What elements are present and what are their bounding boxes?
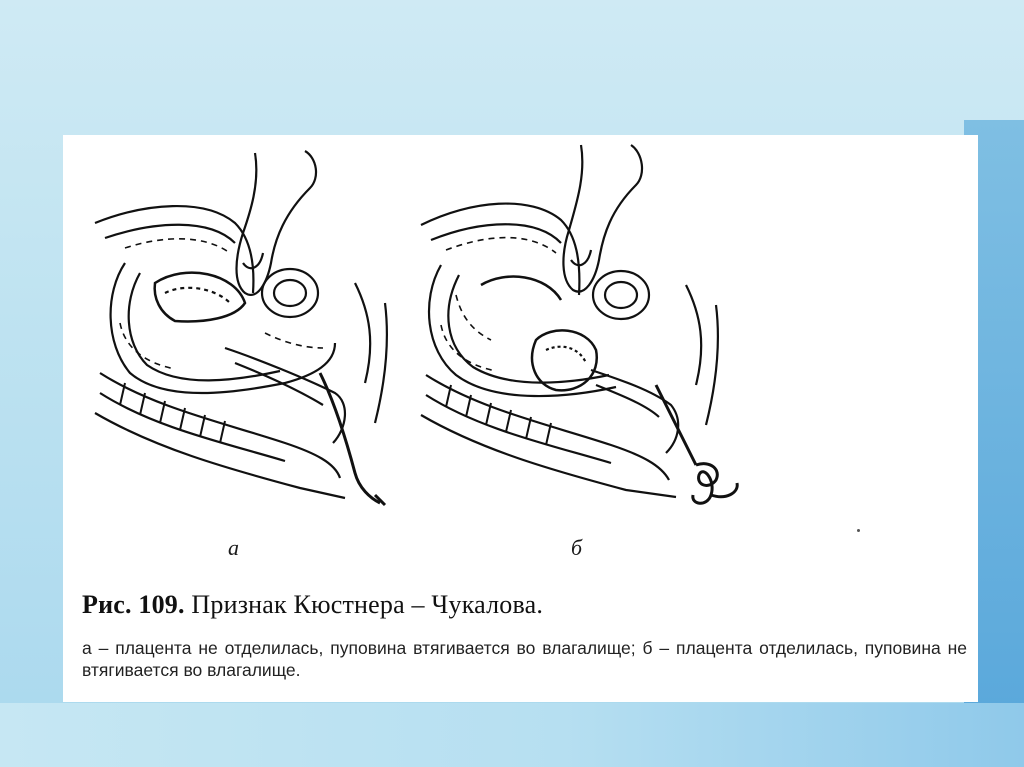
figure-title <box>82 590 543 620</box>
figure-title-text: Признак Кюстнера – Чукалова. <box>191 590 544 619</box>
slide-background-band <box>0 703 1024 767</box>
panel-label-b: б <box>571 535 583 560</box>
anatomical-illustration-a <box>85 143 415 513</box>
figure-caption: а – плацента не отделилась, пуповина втягивается во влагалище; б – плацента отделилась, пуповина не втягивается во влагалище. <box>82 638 967 680</box>
anatomical-illustration-b <box>411 135 751 515</box>
scanned-figure-page <box>63 135 978 702</box>
panel-label-a: а <box>228 535 239 560</box>
figure-number: Рис. 109. <box>82 590 185 619</box>
scan-speck <box>857 529 860 532</box>
